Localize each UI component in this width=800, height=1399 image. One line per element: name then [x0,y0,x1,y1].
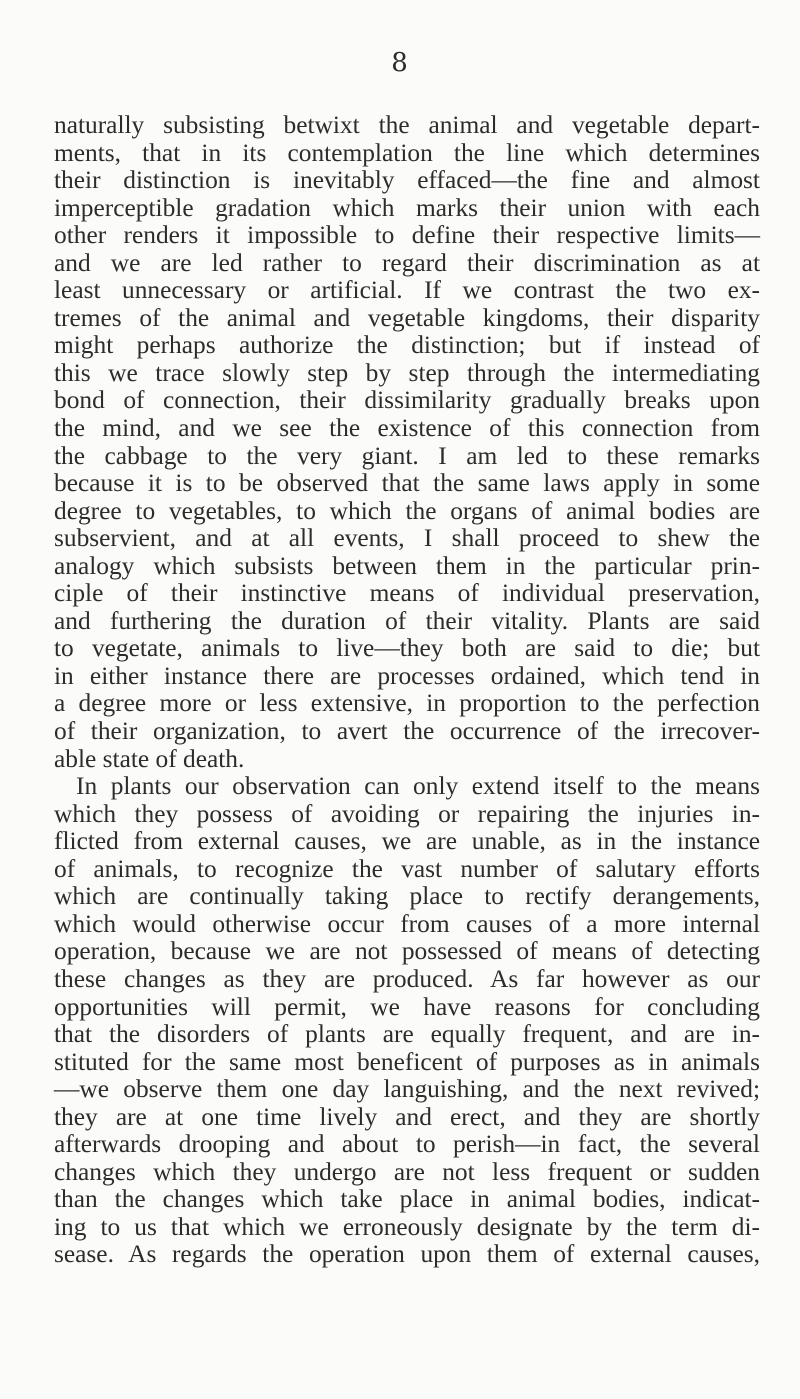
text-line: stituted for the same most beneficent of purposes as in animals [54,1047,760,1076]
text-line: the cabbage to the very giant. I am led to these remarks [54,441,760,470]
body-text [54,112,760,1269]
text-line: this we trace slowly step by step through the intermediating [54,358,760,387]
text-line: In plants our observation can only extend itself to the means [76,772,760,801]
text-line: sease. As regards the operation upon them of external causes, [54,1240,760,1269]
text-line: these changes as they are produced. As far however as our [54,964,760,993]
text-line: their distinction is inevitably effaced—the fine and almost [54,166,760,195]
text-line: ing to us that which we erroneously designate by the term di- [54,1212,760,1241]
text-line: bond of connection, their dissimilarity gradually breaks upon [54,386,760,415]
text-line: than the changes which take place in animal bodies, indicat- [54,1185,760,1214]
paragraph [54,112,760,773]
page-number: 8 [391,48,409,78]
paragraph [54,773,760,1269]
text-line: other renders it impossible to define their respective limits— [54,221,760,250]
text-line: naturally subsisting betwixt the animal and vegetable depart- [54,111,760,139]
text-line: able state of death. [54,744,245,773]
text-line: degree to vegetables, to which the organs of animal bodies are [54,496,760,525]
text-line: which are continually taking place to rectify derangements, [54,882,760,911]
text-line: ments, that in its contemplation the line which determines [54,138,760,167]
text-line: of animals, to recognize the vast number of salutary efforts [54,854,760,883]
text-line: least unnecessary or artificial. If we contrast the two ex- [54,276,760,305]
text-line: and furthering the duration of their vitality. Plants are said [54,606,760,635]
text-line: analogy which subsists between them in the particular prin- [54,551,760,580]
text-line: —we observe them one day languishing, and the next revived; [54,1075,760,1104]
text-line: the mind, and we see the existence of this connection from [54,414,760,443]
text-line: operation, because we are not possessed of means of detecting [54,937,760,966]
text-line: might perhaps authorize the distinction; but if instead of [54,331,760,360]
text-line: in either instance there are processes ordained, which tend in [54,661,760,690]
text-line: changes which they undergo are not less frequent or sudden [54,1157,760,1186]
text-line: subservient, and at all events, I shall proceed to shew the [54,524,760,553]
text-line: that the disorders of plants are equally frequent, and are in- [54,1020,760,1049]
text-line: tremes of the animal and vegetable kingdoms, their disparity [54,303,760,332]
text-line: ciple of their instinctive means of individual preservation, [54,579,760,608]
text-line: which would otherwise occur from causes of a more internal [54,909,760,938]
text-line: which they possess of avoiding or repairing the injuries in- [54,799,760,828]
text-line: of their organization, to avert the occurrence of the irrecover- [54,717,760,746]
text-line: opportunities will permit, we have reasons for concluding [54,992,760,1021]
text-line: and we are led rather to regard their discrimination as at [54,248,760,277]
text-line: afterwards drooping and about to perish—in fact, the several [54,1130,760,1159]
text-line: they are at one time lively and erect, and they are shortly [54,1102,760,1131]
text-line: imperceptible gradation which marks their union with each [54,193,760,222]
text-line: flicted from external causes, we are unable, as in the instance [54,827,760,856]
text-line: to vegetate, animals to live—they both are said to die; but [54,634,760,663]
text-line: because it is to be observed that the same laws apply in some [54,469,760,498]
text-line: a degree more or less extensive, in proportion to the perfection [54,689,760,718]
